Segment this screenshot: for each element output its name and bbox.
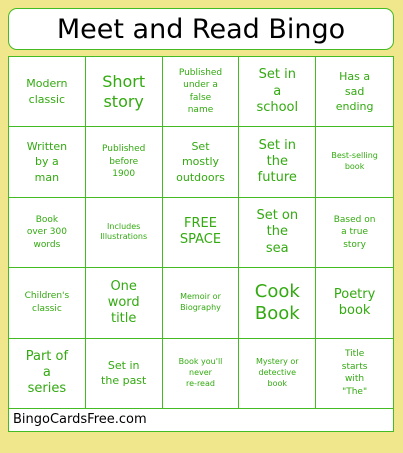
bingo-cell[interactable] xyxy=(163,57,240,127)
bingo-cell[interactable] xyxy=(163,339,240,409)
bingo-cell[interactable] xyxy=(86,127,163,197)
bingo-cell-label: Set on the sea xyxy=(256,208,299,256)
bingo-cell-label: One word title xyxy=(107,278,140,327)
bingo-cell[interactable] xyxy=(239,339,316,409)
bingo-cell[interactable] xyxy=(239,57,316,127)
bingo-cell-label: Set in a school xyxy=(256,67,299,115)
title-banner xyxy=(8,8,394,50)
bingo-cell[interactable] xyxy=(239,198,316,268)
bingo-cell-label: Best-selling book xyxy=(331,151,378,172)
bingo-cell[interactable] xyxy=(163,127,240,197)
bingo-cell-label: Set in the past xyxy=(101,358,147,388)
bingo-cell[interactable] xyxy=(86,339,163,409)
bingo-cell-label: Published before 1900 xyxy=(102,144,146,180)
bingo-cell[interactable] xyxy=(86,198,163,268)
bingo-card xyxy=(8,56,394,432)
bingo-cell[interactable] xyxy=(316,57,393,127)
bingo-cell[interactable] xyxy=(9,339,86,409)
bingo-cell-label: Short story xyxy=(102,71,146,111)
bingo-cell-label: Poetry book xyxy=(333,286,376,318)
bingo-cell[interactable] xyxy=(86,268,163,338)
bingo-cell-label: Cook Book xyxy=(254,281,300,324)
bingo-cell[interactable] xyxy=(163,268,240,338)
bingo-cell-label: Based on a true story xyxy=(333,214,376,250)
bingo-cell-label: Part of a series xyxy=(25,348,69,397)
bingo-cell[interactable] xyxy=(163,198,240,268)
bingo-cell[interactable] xyxy=(316,198,393,268)
footer-text: BingoCardsFree.com xyxy=(13,412,147,427)
bingo-cell[interactable] xyxy=(316,339,393,409)
bingo-cell-label: Memoir or Biography xyxy=(180,292,221,312)
bingo-cell-label: Includes Illustrations xyxy=(100,221,148,242)
bingo-grid xyxy=(9,57,393,409)
bingo-cell[interactable] xyxy=(239,127,316,197)
bingo-cell[interactable] xyxy=(316,127,393,197)
page-title: Meet and Read Bingo xyxy=(56,13,346,45)
bingo-cell[interactable] xyxy=(239,268,316,338)
bingo-cell-label: Title starts with "The" xyxy=(341,349,368,397)
bingo-cell-label: Set in the future xyxy=(257,137,297,186)
bingo-cell-label: Set mostly outdoors xyxy=(176,140,225,184)
bingo-cell-label: Book over 300 words xyxy=(26,214,67,250)
bingo-cell-label: Mystery or detective book xyxy=(255,357,299,388)
bingo-cell-label: FREE SPACE xyxy=(179,216,222,248)
bingo-cell-label: Published under a false name xyxy=(178,67,223,116)
bingo-cell-label: Book you'll never re-read xyxy=(178,357,223,388)
bingo-cell-label: Written by a man xyxy=(26,140,68,184)
bingo-cell[interactable] xyxy=(9,127,86,197)
bingo-cell-label: Children's classic xyxy=(24,291,70,314)
bingo-cell-label: Has a sad ending xyxy=(335,69,374,114)
bingo-cell-label: Modern classic xyxy=(26,77,68,106)
bingo-cell[interactable] xyxy=(86,57,163,127)
bingo-cell[interactable] xyxy=(9,268,86,338)
bingo-cell[interactable] xyxy=(316,268,393,338)
bingo-cell[interactable] xyxy=(9,198,86,268)
bingo-cell[interactable] xyxy=(9,57,86,127)
